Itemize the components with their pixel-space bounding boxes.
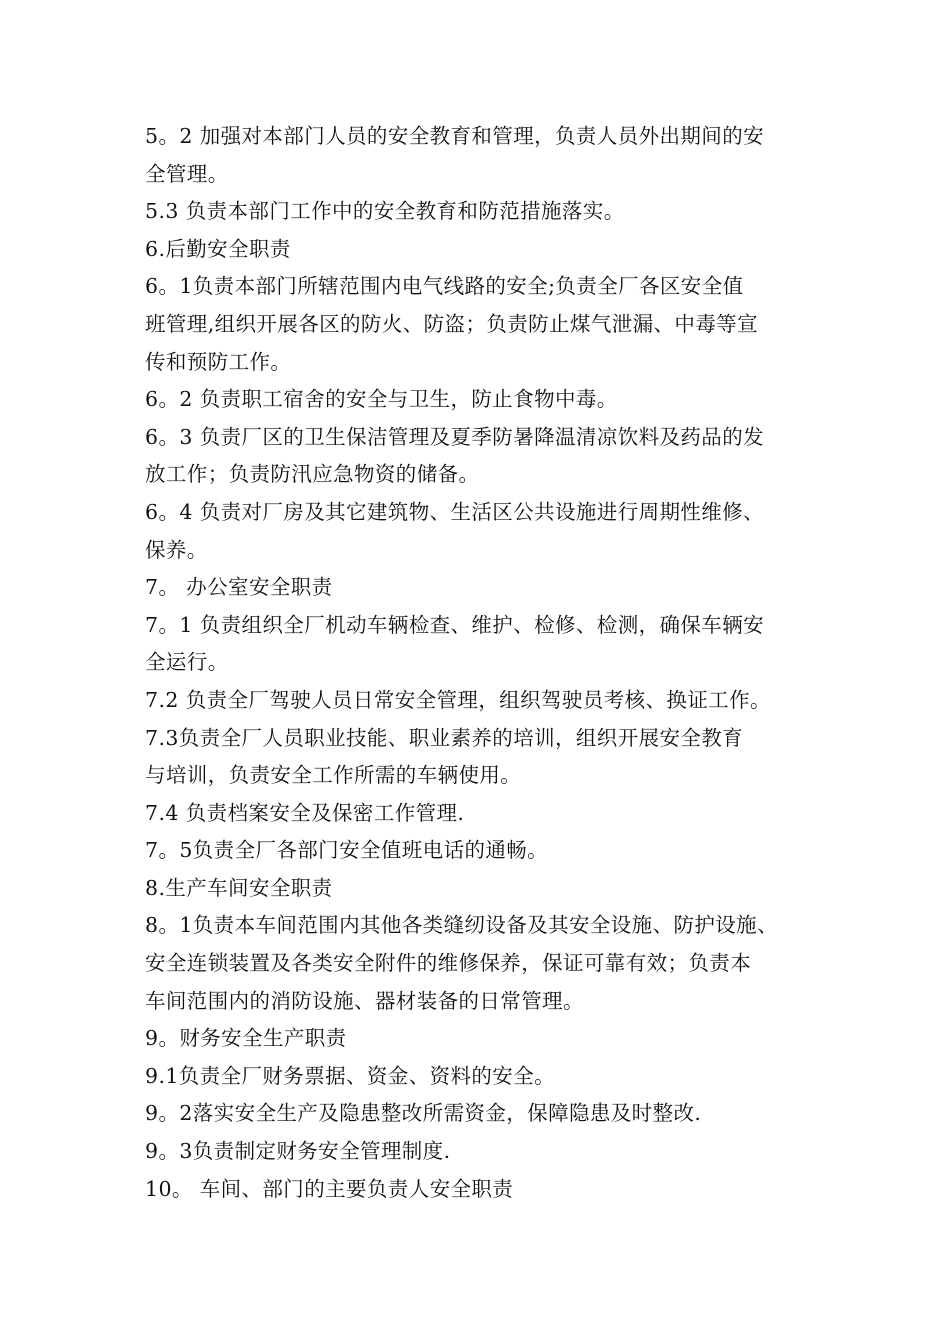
text-line: 全管理。 [145,161,229,186]
section-heading: 10。 车间、部门的主要负责人安全职责 [145,1176,514,1201]
section-heading: 9。财务安全生产职责 [145,1026,347,1051]
text-line: 传和预防工作。 [145,349,292,374]
text-line: 7。5负责全厂各部门安全值班电话的通畅。 [145,838,549,863]
text-line: 9.1负责全厂财务票据、资金、资料的安全。 [145,1063,556,1088]
text-line: 5.3 负责本部门工作中的安全教育和防范措施落实。 [145,199,625,224]
text-line: 7.3负责全厂人员职业技能、职业素养的培训，组织开展安全教育 [145,725,744,750]
text-line: 9。2落实安全生产及隐患整改所需资金，保障隐患及时整改. [145,1101,702,1126]
text-line: 保养。 [145,537,208,562]
text-line: 6。1负责本部门所辖范围内电气线路的安全;负责全厂各区安全值 [145,274,744,299]
text-line: 6。2 负责职工宿舍的安全与卫生，防止食物中毒。 [145,387,618,412]
text-line: 7.2 负责全厂驾驶人员日常安全管理，组织驾驶员考核、换证工作。 [145,687,771,712]
document-body [145,118,810,1208]
text-line: 6。4 负责对厂房及其它建筑物、生活区公共设施进行周期性维修、 [145,499,764,524]
text-line: 6。3 负责厂区的卫生保洁管理及夏季防暑降温清凉饮料及药品的发 [145,424,764,449]
section-heading: 7。 办公室安全职责 [145,575,333,600]
section-heading: 8.生产车间安全职责 [145,875,333,900]
text-line: 安全连锁装置及各类安全附件的维修保养，保证可靠有效；负责本 [145,951,752,976]
text-line: 8。1负责本车间范围内其他各类缝纫设备及其安全设施、防护设施、 [145,913,778,938]
text-line: 7。1 负责组织全厂机动车辆检查、维护、检修、检测，确保车辆安 [145,612,764,637]
text-line: 车间范围内的消防设施、器材装备的日常管理。 [145,988,584,1013]
text-line: 班管理,组织开展各区的防火、防盗；负责防止煤气泄漏、中毒等宣 [145,311,759,336]
text-line: 9。3负责制定财务安全管理制度. [145,1139,451,1164]
text-line: 7.4 负责档案安全及保密工作管理. [145,800,465,825]
text-line: 全运行。 [145,650,229,675]
text-line: 与培训，负责安全工作所需的车辆使用。 [145,763,522,788]
text-line: 放工作；负责防汛应急物资的储备。 [145,462,480,487]
text-line: 5。2 加强对本部门人员的安全教育和管理，负责人员外出期间的安 [145,124,764,148]
section-heading: 6.后勤安全职责 [145,236,291,261]
